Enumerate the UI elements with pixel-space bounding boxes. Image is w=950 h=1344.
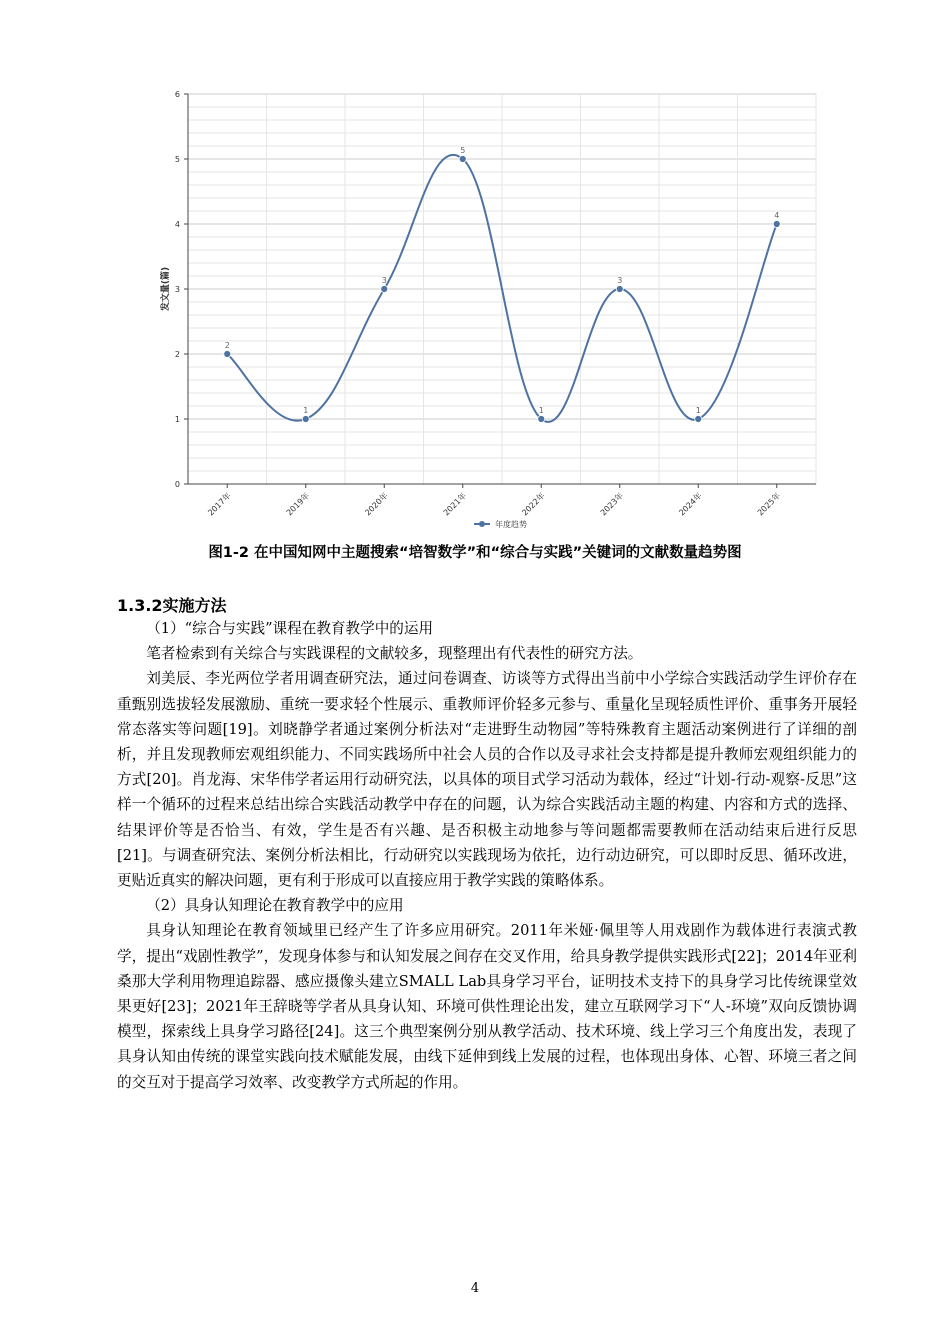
trend-chart: [160, 88, 830, 538]
y-tick-label: 5: [174, 155, 180, 164]
y-tick-label: 3: [174, 285, 180, 294]
data-point: [302, 416, 309, 423]
data-point: [381, 286, 388, 293]
trend-chart-svg: [160, 88, 830, 538]
x-tick-label: 2023年: [598, 491, 626, 518]
data-point: [695, 416, 702, 423]
x-tick-label: 2022年: [520, 491, 547, 518]
data-point: [773, 221, 780, 228]
page-number: 4: [470, 1281, 480, 1296]
y-tick-label: 2: [174, 350, 180, 359]
x-tick-label: 2024年: [677, 491, 704, 518]
paragraph: 刘美辰、李光两位学者用调查研究法，通过问卷调查、访谈等方式得出当前中小学综合实践活动学生评价存在重甄别选拔轻发展激励、重统一要求轻个性展示、重教师评价轻多元参与、重量化呈现轻质性评价、重事务开展轻常态落实等问题[19]。刘晓静学者通过案例分析法对“走进野生动物园”等特殊教育主题活动案例进行了详细的剖析，并且发现教师宏观组织能力、不同实践场所中社会人员的合作以及寻求社会支持都是提升教师宏观组织能力的方式[20]。肖龙海、宋华伟学者运用行动研究法，以具体的项目式学习活动为载体，经过“计划-行动-观察-反思”这样一个循环的过程来总结出综合实践活动教学中存在的问题，认为综合实践活动主题的构建、内容和方式的选择、结果评价等是否恰当、有效，学生是否有兴趣、是否积极主动地参与等问题都需要教师在活动结束后进行反思[21]。与调查研究法、案例分析法相比，行动研究以实践现场为依托，边行动边研究，可以即时反思、循环改进，更贴近真实的解决问题，更有利于形成可以直接应用于教学实践的策略体系。: [117, 670, 857, 890]
data-label: 1: [303, 406, 309, 415]
data-point: [538, 416, 545, 423]
x-tick-label: 2021年: [441, 491, 469, 518]
y-tick-label: 4: [174, 220, 180, 229]
y-axis-title: 发文量(篇): [161, 266, 171, 312]
paragraph: 笔者检索到有关综合与实践课程的文献较多，现整理出有代表性的研究方法。: [146, 645, 643, 663]
subsection-title-1: （1）“综合与实践”课程在教育教学中的运用: [146, 620, 434, 637]
data-point: [616, 286, 623, 293]
subsection-title-2: （2）具身认知理论在教育教学中的应用: [146, 897, 404, 915]
data-label: 3: [617, 276, 623, 285]
x-tick-label: 2025年: [755, 491, 783, 518]
figure-caption: 图1-2 在中国知网中主题搜索“培智数学”和“综合与实践”关键词的文献数量趋势图: [208, 545, 742, 561]
data-label: 1: [538, 406, 544, 415]
y-tick-label: 6: [174, 90, 180, 99]
section-heading: 1.3.2实施方法: [117, 596, 227, 615]
y-tick-label: 1: [174, 415, 180, 424]
y-tick-label: 0: [174, 480, 180, 489]
paragraph: 具身认知理论在教育领域里已经产生了许多应用研究。2011年米娅·佩里等人用戏剧作为载体进行表演式教学，提出“戏剧性教学”，发现身体参与和认知发展之间存在交叉作用，给具身教学提供实践形式[22]；2014年亚利桑那大学利用物理追踪器、感应摄像头建立SMALL Lab具身学习平台，证明技术支持下的具身学习比传统课堂效果更好[23]；2021年王辞晓等学者从具身认知、环境可供性理论出发，建立互联网学习下“人-环境”双向反馈协调模型，探索线上具身学习路径[24]。这三个典型案例分别从教学活动、技术环境、线上学习三个角度出发，表现了具身认知由传统的课堂实践向技术赋能发展，由线下延伸到线上发展的过程，也体现出身体、心智、环境三者之间的交互对于提高学习效率、改变教学方式所起的作用。: [117, 922, 857, 1091]
data-point: [459, 156, 466, 163]
data-label: 5: [460, 146, 466, 155]
data-label: 4: [774, 211, 780, 220]
x-tick-label: 2019年: [284, 491, 312, 518]
data-point: [224, 351, 231, 358]
legend-marker: [479, 521, 485, 527]
data-label: 2: [224, 341, 230, 350]
legend-label: 年度趋势: [495, 520, 527, 529]
x-tick-label: 2017年: [206, 491, 233, 518]
data-label: 1: [695, 406, 701, 415]
section-body: [117, 616, 857, 1095]
data-label: 3: [381, 276, 387, 285]
x-tick-label: 2020年: [363, 491, 390, 518]
